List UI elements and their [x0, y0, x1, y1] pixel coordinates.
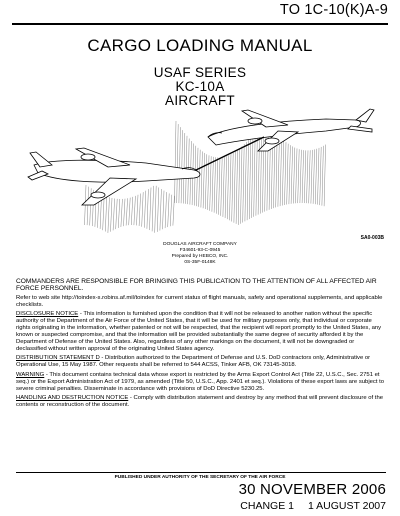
distribution-label: DISTRIBUTION STATEMENT D [16, 355, 100, 362]
website-notice: Refer to web site http://toindex-s.robins.af.mil/toindex for current status of flight manuals, safety and operational supplements, and applicable checklists. [16, 295, 383, 308]
model-label: KC-10A [175, 79, 225, 94]
publisher-line: PUBLISHED UNDER AUTHORITY OF THE SECRETARY OF THE AIR FORCE [114, 475, 286, 480]
commanders-notice: COMMANDERS ARE RESPONSIBLE FOR BRINGING THIS PUBLICATION TO THE ATTENTION OF ALL AFFECTED AIR FORCE PERSONNEL. [16, 278, 377, 293]
disclosure-label: DISCLOSURE NOTICE [16, 311, 79, 318]
type-label: AIRCRAFT [165, 93, 235, 108]
warning-label: WARNING [16, 371, 45, 378]
warning-text: - This document contains technical data whose export is restricted by the Arms Export Control Act (Title 22, U.S.C., Sec. 2751 et seq.) or the Export Administration Act of 1979, as amended (Title 50, U.S.C., App. 2401 et seq.). Violations of these export laws are subject to severe criminal penalties. Disseminate in accordance with provisions of DoD Directive 5230.25. [16, 371, 385, 392]
distribution-text: - Distribution authorized to the Department of Defense and U.S. DoD contractors only, Administrative or Operational Use, 15 May 1987. Other requests shall be referred to 544 ACSS, Tinker AFB, OK 73145-3018. [16, 355, 371, 369]
disclosure-notice [16, 311, 386, 352]
distribution-statement [16, 355, 386, 369]
handling-label: HANDLING AND DESTRUCTION NOTICE [16, 395, 129, 402]
aircraft-refueling-illustration [26, 107, 376, 239]
handling-notice [16, 395, 386, 409]
report-number: 0S-35F-0148K [184, 260, 216, 265]
change-date: 1 AUGUST 2007 [307, 500, 386, 512]
manual-title: CARGO LOADING MANUAL [87, 36, 313, 55]
disclosure-text: - This information is furnished upon the condition that it will not be released to another nation without the specific authority of the Department of the Air Force of the United States, that it will be used for military purposes only, that individual or corporate rights originating in the information, whether patented or not will be respected, that the recipient will report promptly to the United States, any known or suspected compromise, and that the information will be provided substantially the same degree of security afforded it by the Department of Defense of the United States. Also, regardless of any other markings on the document, it will not be downgraded or declassified without written approval of the originating United States agency. [16, 311, 382, 352]
change-number: CHANGE 1 [240, 500, 294, 512]
top-rule [12, 23, 388, 25]
company-credit: DOUGLAS AIRCRAFT COMPANY [163, 242, 237, 247]
preparer-credit: Prepared by HEBCO, INC. [171, 254, 229, 259]
to-number: TO 1C-10(K)A-9 [279, 2, 388, 18]
publication-date: 30 NOVEMBER 2006 [238, 481, 386, 498]
handling-text: - Comply with distribution statement and destroy by any method that will prevent disclosure of the contents or reconstruction of the document. [16, 395, 383, 409]
bottom-rule [16, 472, 386, 473]
change-line [226, 500, 386, 512]
tanker-aircraft [208, 109, 374, 151]
warning-notice [16, 372, 386, 393]
contract-number: F34601-93-C-0945 [179, 248, 221, 253]
series-label: USAF SERIES [153, 65, 247, 80]
notices-section [16, 278, 386, 412]
figure-code: SA0-003B [360, 235, 384, 241]
